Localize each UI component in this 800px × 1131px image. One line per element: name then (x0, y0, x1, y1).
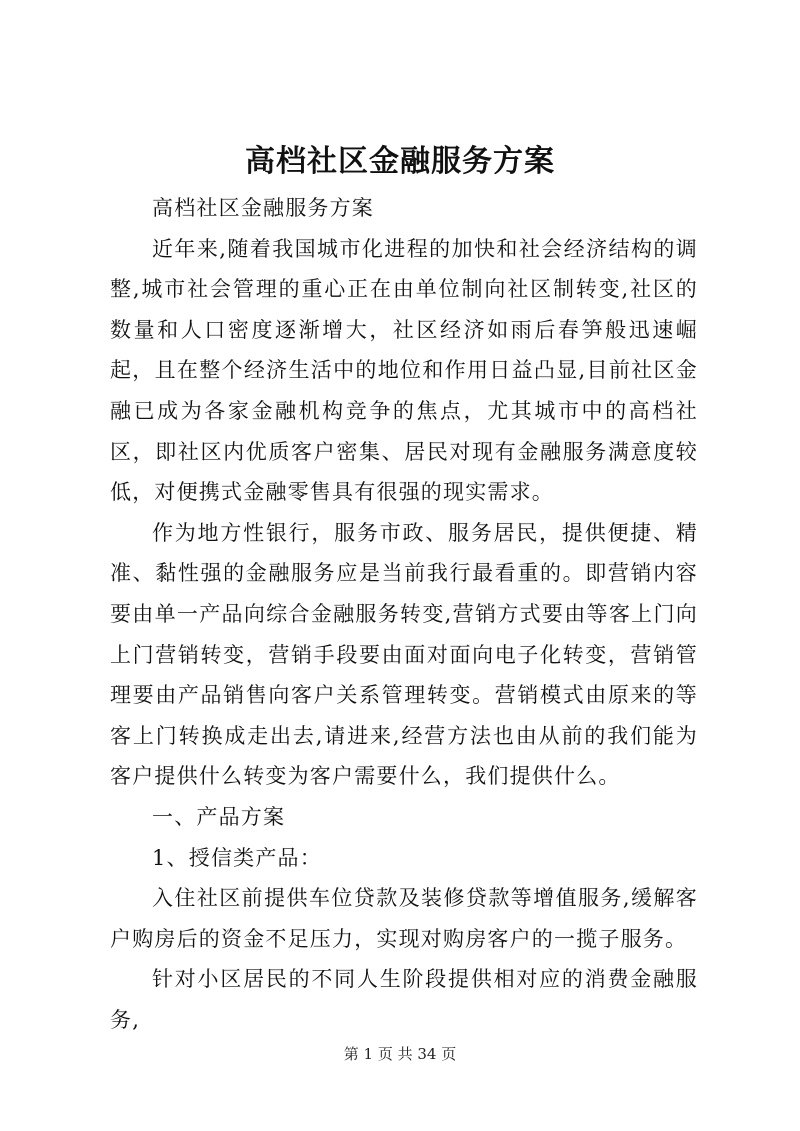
paragraph-intro: 近年来,随着我国城市化进程的加快和社会经济结构的调整,城市社会管理的重心正在由单位制向社区制转变,社区的数量和人口密度逐渐增大，社区经济如雨后春笋般迅速崛起，且在整个经济生活中的地位和作用日益凸显,目前社区金融已成为各家金融机构竞争的焦点，尤其城市中的高档社区，即社区内优质客户密集、居民对现有金融服务满意度较低，对便携式金融零售具有很强的现实需求。 (110, 236, 698, 505)
document-title: 高档社区金融服务方案 (245, 144, 555, 179)
paragraph-consumer-finance: 针对小区居民的不同人生阶段提供相对应的消费金融服务, (110, 967, 698, 1032)
document-body (110, 188, 698, 1040)
paragraph-loan-services: 入住社区前提供车位贷款及装修贷款等增值服务,缓解客户购房后的资金不足压力，实现对购房客户的一揽子服务。 (110, 886, 698, 951)
paragraph-positioning: 作为地方性银行，服务市政、服务居民，提供便捷、精准、黏性强的金融服务应是当前我行最看重的。即营销内容要由单一产品向综合金融服务转变,营销方式要由等客上门向上门营销转变，营销手段要由面对面向电子化转变，营销管理要由产品销售向客户关系管理转变。营销模式由原来的等客上门转换成走出去,请进来,经营方法也由从前的我们能为客户提供什么转变为客户需要什么，我们提供什么。 (110, 520, 698, 789)
section-heading-product-plan: 一、产品方案 (152, 804, 286, 829)
subsection-heading-credit-products: 1、授信类产品： (152, 845, 322, 870)
page-footer: 第 1 页 共 34 页 (343, 1045, 457, 1063)
paragraph-subtitle: 高档社区金融服务方案 (152, 196, 374, 220)
